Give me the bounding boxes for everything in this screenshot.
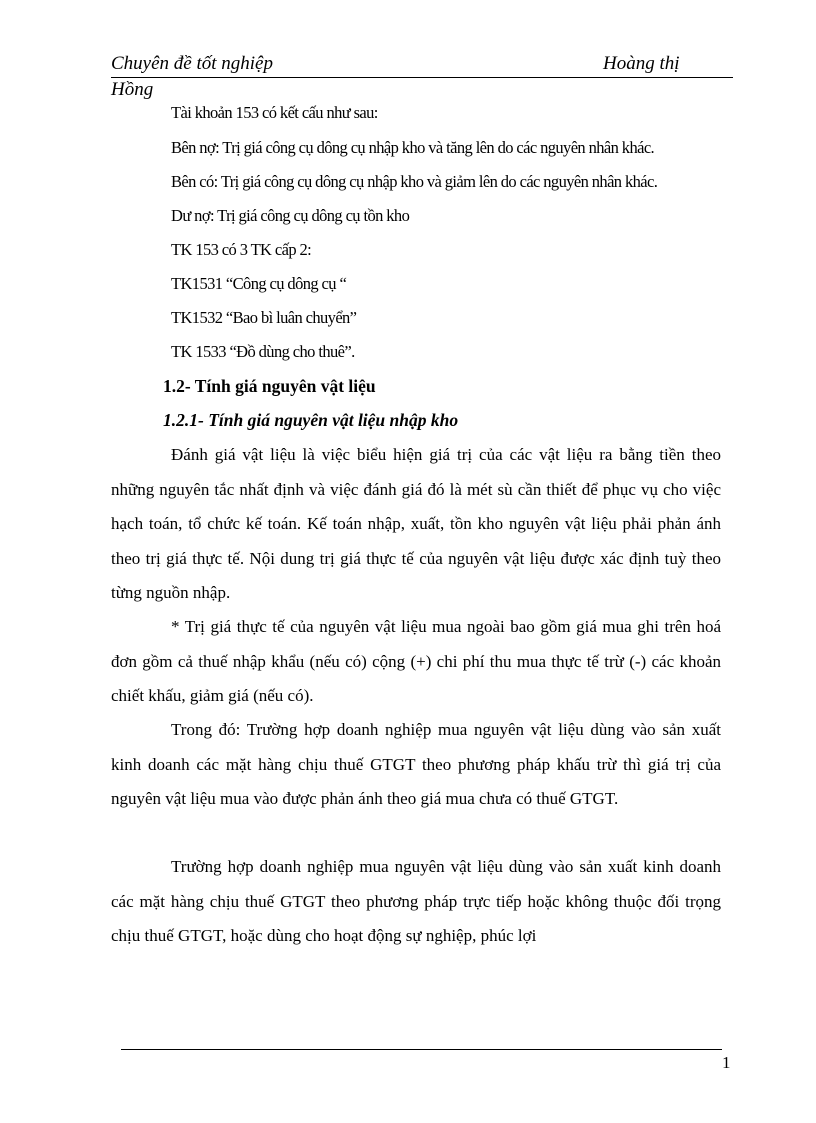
page-header-right: Hoàng thị <box>603 53 680 74</box>
header-rule <box>111 77 733 78</box>
text-line: TK 153 có 3 TK cấp 2: <box>171 240 312 259</box>
text-line: Bên nợ: Trị giá công cụ dông cụ nhập kho và tăng lên do các nguyên nhân khác. <box>171 138 655 157</box>
page-header-continuation: Hồng <box>111 79 154 100</box>
text-line: TK1532 “Bao bì luân chuyển” <box>171 308 357 327</box>
text-line: Bên có: Trị giá công cụ dông cụ nhập kho và giảm lên do các nguyên nhân khác. <box>171 172 658 191</box>
paragraph: * Trị giá thực tế của nguyên vật liệu mua ngoài bao gồm giá mua ghi trên hoá đơn gồm cả thuế nhập khẩu (nếu có) cộng (+) chi phí thu mua thực tế trừ (-) các khoản chiết khấu, giảm giá (nếu có). <box>111 617 721 705</box>
paragraph: Trong đó: Trường hợp doanh nghiệp mua nguyên vật liệu dùng vào sản xuất kinh doanh các mặt hàng chịu thuế GTGT theo phương pháp khấu trừ thì giá trị của nguyên vật liệu mua vào được phản ánh theo giá mua chưa có thuế GTGT. <box>111 720 721 808</box>
page-number: 1 <box>722 1053 731 1072</box>
paragraph: Đánh giá vật liệu là việc biểu hiện giá trị của các vật liệu ra bằng tiền theo những nguyên tắc nhất định và việc đánh giá đó là mét sù cần thiết để phục vụ cho việc hạch toán, tổ chức kế toán. Kế toán nhập, xuất, tồn kho nguyên vật liệu phải phản ánh theo trị giá thực tế. Nội dung trị giá thực tế của nguyên vật liệu được xác định tuỳ theo từng nguồn nhập. <box>111 445 721 602</box>
page-header-left: Chuyên đề tốt nghiệp <box>111 53 273 74</box>
paragraph: Trường hợp doanh nghiệp mua nguyên vật liệu dùng vào sản xuất kinh doanh các mặt hàng chịu thuế GTGT theo phương pháp trực tiếp hoặc không thuộc đối trọng chịu thuế GTGT, hoặc dùng cho hoạt động sự nghiệp, phúc lợi <box>111 857 721 945</box>
text-line: Dư nợ: Trị giá công cụ dông cụ tồn kho <box>171 206 410 225</box>
section-heading: 1.2- Tính giá nguyên vật liệu <box>163 376 376 396</box>
text-line: TK1531 “Công cụ dông cụ “ <box>171 274 347 293</box>
text-line: Tài khoản 153 có kết cấu như sau: <box>171 103 378 122</box>
subsection-heading: 1.2.1- Tính giá nguyên vật liệu nhập kho <box>163 410 459 430</box>
text-line: TK 1533 “Đồ dùng cho thuê”. <box>171 342 355 361</box>
footer-rule <box>121 1049 722 1050</box>
